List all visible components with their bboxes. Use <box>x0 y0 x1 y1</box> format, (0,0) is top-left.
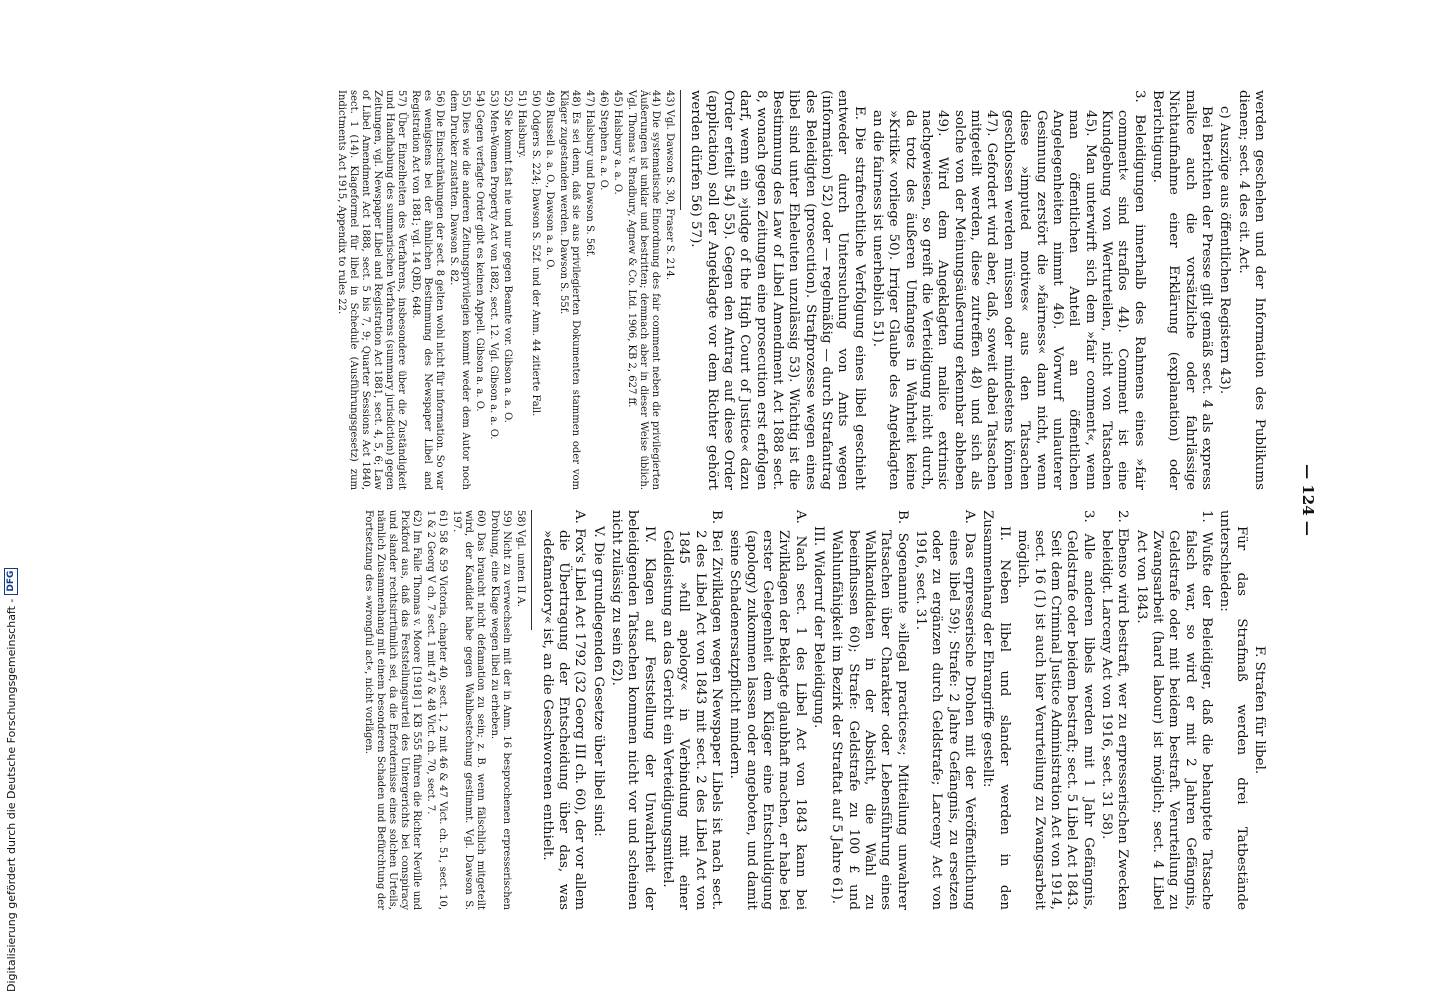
paragraph: V. Die grundlegenden Gesetze über libel sind: <box>590 526 606 837</box>
paragraph: Bei Berichten der Presse gilt gemäß sect. 4 als express malice auch die vorsätzliche oder fahrlässige Nichtaufnahme einer Erklärung (explanation) oder Berichtigung. <box>1149 90 1214 490</box>
paragraph: B. Sogenannte »illegal practices«; Mitteilung unwahrer Tatsachen über Charakter oder Lebensführung eines Wahlkandidaten in der Absicht, die Wahl zu beeinflussen 60); Strafe: Geldstrafe zu 100 £ und Wahlunfähigkeit im Bezirk der Straftat auf 5 Jahre 61). <box>829 510 910 910</box>
paragraph: A. Nach sect. 1 des Libel Act von 1843 kann bei Zivilklagen der Beklagte glaubhaft machen, er habe bei erster Gelegenheit dem Kläger eine Entschuldigung (apology) zukommen lassen oder angeboten, und damit seine Schadenersatzpflicht mindern. <box>727 510 808 910</box>
document-page <box>97 60 1337 940</box>
footnote: 54) Gegen verfagte Order gibt es keinen Appell. Gibson a. a. O. <box>473 90 485 412</box>
footnote: 48) Es sei denn, daß sie aus privilegierten Dokumenten stammen oder vom Kläger zugestanden werden. Dawson S. 55f. <box>557 90 581 490</box>
footnote: 60) Das braucht nicht defamation zu sein; z. B. wenn fälschlich mitgeteilt wird, der Kandidat habe gegen Wahlbestechung gestimmt. Vgl. Dawson S. 197. <box>451 510 487 910</box>
paragraph: werden geschehen und der Information des Publikums dienen; sect. 4 des cit. Act. <box>1235 90 1267 490</box>
paragraph: c) Auszüge aus öffentlichen Registern 43). <box>1217 106 1233 395</box>
paragraph: 3. Alle anderen libels werden mit 1 Jahr Gefängnis, Geldstrafe oder beidem bestraft; sect. 5 Libel Act 1843. Seit dem Criminal Justice Administration Act von 1914, sect. 16 (1) ist auch hier Verurteilung zu Zwangsarbeit möglich. <box>1015 510 1096 910</box>
right-column <box>360 510 1267 910</box>
paragraph: 2. Ebenso wird bestraft, wer zu erpresserischen Zwecken beleidigt. Larceny Act von 1916, sect. 31 58). <box>1098 510 1131 910</box>
paragraph: E. Die strafrechtliche Verfolgung eines libel geschieht entweder durch Untersuchung von Amts wegen (information) 52) oder — regelmäßig — durch Strafantrag des Beleidigten (prosecution). Strafprozesse wegen eines libel sind unter Eheleuten unzulässig 53). Wichtig ist die Bestimmung des Law of Libel Amendment Act 1888 sect. 8, wonach gegen Zeitungen eine prosecution erst erfolgen darf, wenn ein »judge of the High Court of Justice« dazu Order erteilt 54) 55). Gegen den Antrag auf diese Order (application) soll der Angeklagte vor dem Richter gehört werden dürfen 56) 57). <box>688 90 867 490</box>
footnote: 50) Odgers S. 224; Dawson S. 52f. und der Anm. 44 zitierte Fall. <box>529 90 541 417</box>
footnote: 44) Die systematische Einordnung des fair comment neben die privilegierten Äußerungen ist unklar und bestritten; demnach aber in dieser Weise üblich. Vgl. Thomas v. Bradbury, Agnew & Co. Ltd. 1906, KB 2, 627 ff. <box>625 90 661 490</box>
footnote: 49) Russell a. a. O., Dawson a. a. O. <box>543 90 555 271</box>
footnote: 53) Men-Women Property Act von 1882, sect. 12. Vgl. Gibson a. a. O. <box>487 90 499 440</box>
footnote: 57) Über Einzelheiten des Verfahrens, insbesondere über die Zuständigkeit und Handhabung des summarischen Verfahrens (summary jurisdiction) gegen Zeitungen, vgl. Newspaper Libel and Registration Act 1881, sect. 4, 5, 6; Law of Libel Amendment Act 1888, sect. 5 bis 7, 9; Quarter Sessions Act 1840, sect. 1 (14). Klageformel für libel in Schedule (Ausführungsgesetz) zum Indictments Act 1915, Appendix to rules 22. <box>335 90 407 490</box>
paragraph: 3. Beleidigungen innerhalb des Rahmens eines »fair comment« sind straflos 44). Comment ist eine Kundgebung von Werturteilen, nicht von Tatsachen 45). Man unterwirft sich dem »fair comment«, wenn man öffentlichen Anteil an öffentlichen Angelegenheiten nimmt 46). Vorwurf unlauterer Gesinnung zerstört die »fairness« dann nicht, wenn diese »imputed motives« aus den Tatsachen geschlossen werden müssen oder mindestens können 47). Gefordert wird aber, daß, soweit dabei Tatsachen mitgeteilt werden, diese zutreffen 48) und sich als solche von der Meinungsäußerung erkennbar abheben 49). Wird dem Angeklagten malice extrinsic nachgewiesen, so greift die Verteidigung nicht durch, da trotz des äußeren Umfanges in Wahrheit keine »Kritik« vorliege 50). Irriger Glaube des Angeklagten an die fairness ist unerheblich 51). <box>870 90 1147 490</box>
dfg-logo-icon: DFG <box>4 568 18 595</box>
paragraph: A. Das erpresserische Drohen mit der Veröffentlichung eines libel 59); Strafe: 2 Jahre Gefängnis, zu ersetzen oder zu ergänzen durch Geldstrafe; Larceny Act von 1916, sect. 31. <box>913 510 978 910</box>
footnote: 52) Sie kommt fast nie und nur gegen Beamte vor. Gibson a. a. O. <box>501 90 513 423</box>
footnote: 55) Dies wie die anderen Zeitungsprivilegien kommt weder dem Autor noch dem Drucker zustatten. Dawson S. 82. <box>447 90 471 490</box>
footnote-divider <box>680 90 681 210</box>
paragraph: II. Neben libel und slander werden in den Zusammenhang der Ehrangriffe gestellt: <box>980 510 1012 910</box>
footnote-divider <box>531 510 532 630</box>
digitization-credit <box>4 568 18 992</box>
section-heading: III. Widerruf der Beleidigung. <box>811 526 827 729</box>
footnote: 62) Im Falle Thomas v. Moore [1918] 1 KB 555 führen die Richter Neville und Pickford aus, daß das Feststellungsurteil des Untergerichts bei conspiracy und slander rechtsirrtümlich sei, da die Erfordernisse eines solchen Urteils, nämlich Zusammenhang mit einem besonderen Schaden und Befürchtung der Fortsetzung des »wrongful act«, nicht vorlägen. <box>363 510 423 910</box>
paragraph: 1. Wußte der Beleidiger, daß die behauptete Tatsache falsch war, so wird er mit 2 Jahren Gefängnis, Geldstrafe oder mit beidem bestraft. Verurteilung zu Zwangsarbeit (hard labour) ist möglich; sect. 4 Libel Act von 1843. <box>1133 510 1214 910</box>
page-number: — 124 — <box>1299 464 1317 536</box>
paragraph: IV. Klagen auf Feststellung der Unwahrheit der beleidigenden Tatsachen kommen nicht vor und scheinen nicht zulässig zu sein 62). <box>608 510 657 910</box>
footnote: 45) Halsbury a. a. O. <box>611 90 623 195</box>
footnote: 51) Halsbury. <box>515 90 527 158</box>
paragraph: Für das Strafmaß werden drei Tatbestände unterschieden: <box>1217 510 1249 910</box>
credit-text: Digitalisierung gefördert durch die Deutsche Forschungsgemeinschaft - <box>4 598 18 992</box>
footnote: 59) Nicht zu verwechseln mit der in Anm. 16 besprochenen erpresserischen Drohung, eine Klage wegen libel zu erheben. <box>489 510 513 910</box>
footnote: 61) 58 & 59 Victoria, chapter 40, sect. 1, 2 mit 46 & 47 Vict. ch. 51, sect. 10, 1 & 2 Georg V ch. 7 sect. 1 mit 47 & 48 Vict. ch. 70, sect. 7. <box>425 510 449 910</box>
footnote: 58) Vgl. unten II A. <box>515 510 527 607</box>
footnote: 56) Die Einschränkungen der sect. 8 gelten wohl nicht für information. So war es wenigstens bei der ähnlichen Bestimmung des Newspaper Libel and Registration Act von 1881; vgl. 14 QBD, 648. <box>409 90 445 490</box>
section-heading: F. Strafen für libel. <box>1252 645 1267 775</box>
left-column <box>333 90 1267 490</box>
paragraph: B. Bei Zivilklagen wegen Newspaper Libels ist nach sect. 2 des Libel Act von 1843 mit sect. 2 des Libel Act von 1845 »full apology« in Verbindung mit einer Geldleistung an das Gericht ein Verteidigungsmittel. <box>659 510 724 910</box>
paragraph: A. Fox's Libel Act 1792 (32 Georg III ch. 60), der vor allem die Übertragung der Entscheidung über das, was »defamatory« ist, an die Geschworenen enthielt. <box>539 510 588 910</box>
footnote: 43) Vgl. Dawson S. 30, Fraser S. 214. <box>663 90 675 281</box>
footnote: 47) Halsbury und Dawson S. 56f. <box>583 90 595 258</box>
footnote: 46) Stephen a. a. O. <box>597 90 609 191</box>
